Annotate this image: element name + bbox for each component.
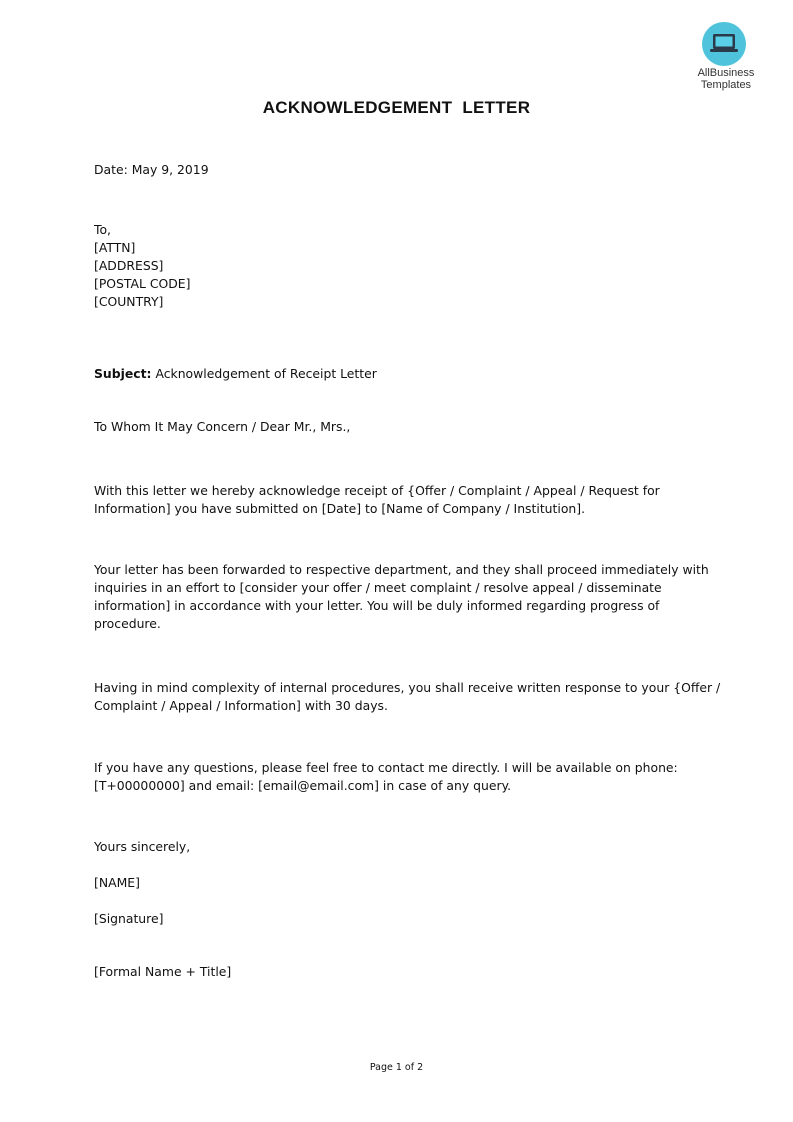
paragraph-3 [94, 679, 720, 715]
logo-text [690, 67, 762, 91]
logo-line-1: AllBusiness [697, 67, 755, 79]
recipient-line: [ADDRESS] [94, 258, 164, 273]
laptop-icon [702, 22, 746, 66]
subject-line [94, 365, 377, 383]
salutation: To Whom It May Concern / Dear Mr., Mrs., [94, 419, 351, 434]
paragraph-line: Having in mind complexity of internal procedures, you shall receive written response to your {Offer / [94, 680, 721, 695]
allbusiness-logo [690, 22, 760, 94]
recipient-line: [ATTN] [94, 240, 136, 255]
subject-label: Subject: [94, 366, 152, 381]
paragraph-line: procedure. [94, 616, 161, 631]
paragraph-2 [94, 561, 709, 633]
subject-text: Acknowledgement of Receipt Letter [155, 366, 377, 381]
logo-line-2: Templates [700, 79, 752, 91]
paragraph-line: information] in accordance with your letter. You will be duly informed regarding progress of [94, 598, 660, 613]
name-placeholder: [NAME] [94, 875, 140, 890]
date-line: Date: May 9, 2019 [94, 162, 209, 177]
paragraph-4 [94, 759, 678, 795]
paragraph-line: inquiries in an effort to [consider your offer / meet complaint / resolve appeal / disseminate [94, 580, 662, 595]
paragraph-line: Complaint / Appeal / Information] with 30 days. [94, 698, 388, 713]
letter-title: ACKNOWLEDGEMENT LETTER [262, 98, 531, 117]
paragraph-line: With this letter we hereby acknowledge receipt of {Offer / Complaint / Appeal / Request for [94, 483, 660, 498]
formal-name-placeholder: [Formal Name + Title] [94, 964, 232, 979]
recipient-block [94, 221, 190, 311]
paragraph-line: Your letter has been forwarded to respective department, and they shall proceed immediately with [94, 562, 709, 577]
signature-placeholder: [Signature] [94, 911, 164, 926]
paragraph-line: Information] you have submitted on [Date] to [Name of Company / Institution]. [94, 501, 586, 516]
paragraph-1 [94, 482, 660, 518]
paragraph-line: [T+00000000] and email: [email@email.com] in case of any query. [94, 778, 512, 793]
logo-circle [702, 22, 746, 66]
recipient-line: [COUNTRY] [94, 294, 164, 309]
paragraph-line: If you have any questions, please feel free to contact me directly. I will be available on phone: [94, 760, 678, 775]
recipient-line: To, [94, 222, 111, 237]
closing: Yours sincerely, [94, 839, 191, 854]
page-number: Page 1 of 2 [369, 1062, 424, 1073]
recipient-line: [POSTAL CODE] [94, 276, 191, 291]
